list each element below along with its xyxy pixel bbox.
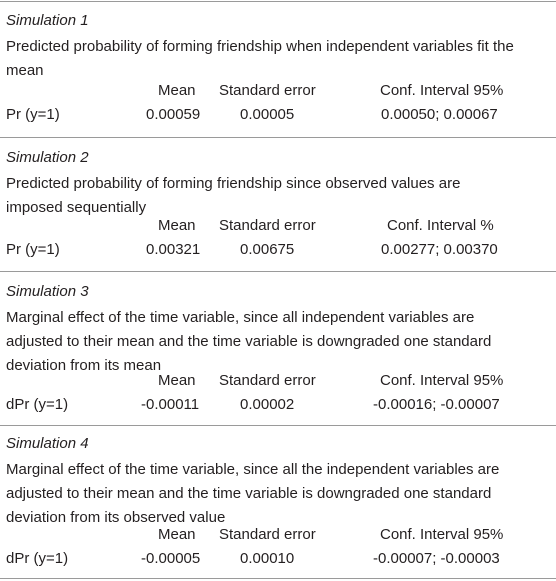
simulation-title: Simulation 1 xyxy=(6,12,89,29)
simulation-description: Marginal effect of the time variable, since all independent variables are adjusted to their mean and the time variable is downgraded one standard deviation from its mean xyxy=(6,309,492,374)
header-standard-error: Standard error xyxy=(219,217,316,234)
header-conf-interval: Conf. Interval 95% xyxy=(380,526,504,543)
value-conf-interval: 0.00277; 0.00370 xyxy=(381,241,498,258)
header-mean: Mean xyxy=(158,372,196,389)
row-label: dPr (y=1) xyxy=(6,550,69,567)
table-bottom-rule xyxy=(0,578,556,579)
header-mean: Mean xyxy=(158,217,196,234)
value-standard-error: 0.00675 xyxy=(240,241,295,258)
value-standard-error: 0.00005 xyxy=(240,106,295,123)
header-conf-interval: Conf. Interval % xyxy=(387,217,494,234)
header-standard-error: Standard error xyxy=(219,372,316,389)
row-label: Pr (y=1) xyxy=(6,106,60,123)
simulation-title: Simulation 4 xyxy=(6,435,89,452)
row-label: Pr (y=1) xyxy=(6,241,60,258)
header-mean: Mean xyxy=(158,526,196,543)
header-conf-interval: Conf. Interval 95% xyxy=(380,82,504,99)
simulation-description: Predicted probability of forming friendship when independent variables fit the mean xyxy=(6,38,514,79)
value-mean: 0.00321 xyxy=(146,241,201,258)
value-conf-interval: -0.00016; -0.00007 xyxy=(373,396,500,413)
value-standard-error: 0.00010 xyxy=(240,550,295,567)
row-label: dPr (y=1) xyxy=(6,396,69,413)
value-mean: -0.00005 xyxy=(141,550,201,567)
value-conf-interval: -0.00007; -0.00003 xyxy=(373,550,500,567)
simulation-title: Simulation 3 xyxy=(6,283,89,300)
value-standard-error: 0.00002 xyxy=(240,396,295,413)
header-mean: Mean xyxy=(158,82,196,99)
section-divider xyxy=(0,271,556,272)
header-conf-interval: Conf. Interval 95% xyxy=(380,372,504,389)
section-divider xyxy=(0,137,556,138)
header-standard-error: Standard error xyxy=(219,526,316,543)
value-conf-interval: 0.00050; 0.00067 xyxy=(381,106,498,123)
section-divider xyxy=(0,425,556,426)
simulation-title: Simulation 2 xyxy=(6,149,89,166)
simulation-description: Predicted probability of forming friendship since observed values are imposed sequentially xyxy=(6,175,461,216)
value-mean: 0.00059 xyxy=(146,106,201,123)
header-standard-error: Standard error xyxy=(219,82,316,99)
table-top-rule xyxy=(0,1,556,2)
value-mean: -0.00011 xyxy=(141,396,200,413)
simulation-description: Marginal effect of the time variable, since all the independent variables are adjusted to their mean and the time variable is downgraded one standard deviation from its observed value xyxy=(6,461,500,526)
